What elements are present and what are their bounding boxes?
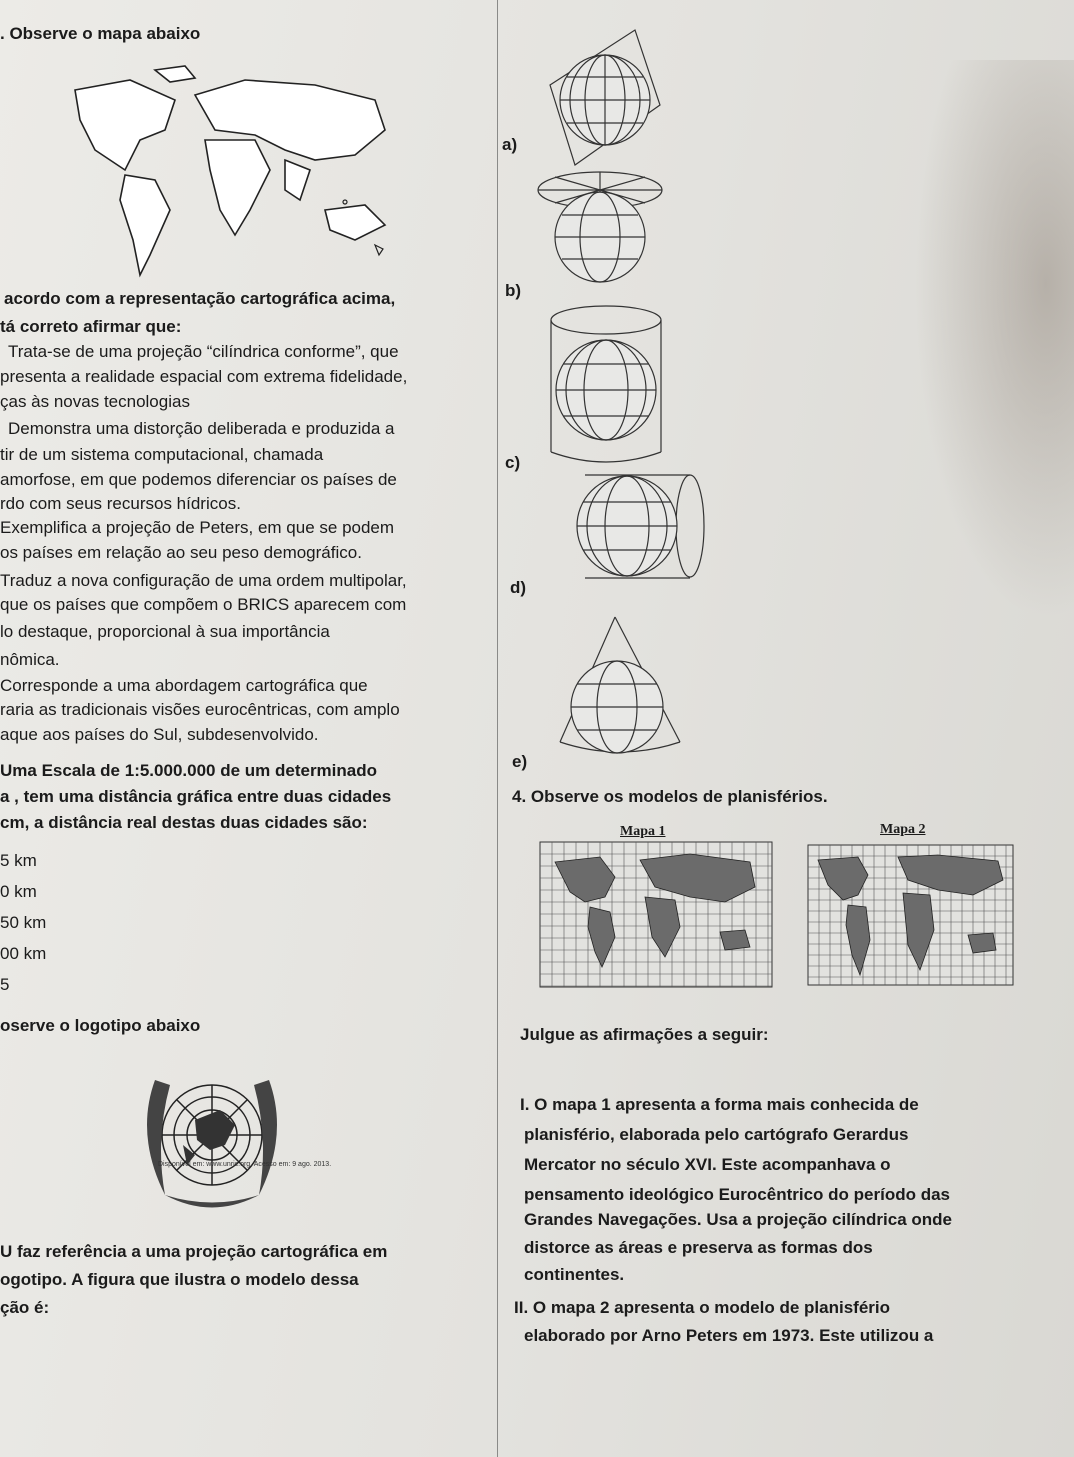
scale-option-1: 5 km: [0, 851, 37, 870]
option-e-line-1: Corresponde a uma abordagem cartográfica que: [0, 676, 368, 695]
intro-line-1: acordo com a representação cartográfica acima,: [4, 289, 396, 308]
question-header: . Observe o mapa abaixo: [0, 24, 201, 43]
letter-d: d): [510, 578, 527, 597]
projection-b-azimuthal-polar: [535, 165, 665, 285]
hand-shadow: [914, 60, 1074, 620]
statement-I-line-5: Grandes Navegações. Usa a projeção cilíndrica onde: [524, 1210, 953, 1229]
option-a-line-2: presenta a realidade espacial com extrema fidelidade,: [0, 367, 408, 386]
option-a-line-1: Trata-se de uma projeção “cilíndrica conforme”, que: [8, 342, 399, 361]
statement-I-line-3: Mercator no século XVI. Este acompanhava o: [524, 1155, 891, 1174]
letter-a: a): [502, 135, 518, 154]
question-4-title: 4. Observe os modelos de planisférios.: [512, 787, 828, 806]
map1-mercator: [540, 842, 772, 987]
option-a-line-3: ças às novas tecnologias: [0, 392, 190, 411]
scale-question-line-3: cm, a distância real destas duas cidades são:: [0, 813, 368, 832]
option-d-line-2: que os países que compõem o BRICS aparecem com: [0, 595, 407, 614]
letter-e: e): [512, 752, 528, 771]
scale-option-5: 5: [0, 975, 10, 994]
statement-I-line-7: continentes.: [524, 1265, 625, 1284]
option-d-line-1: Traduz a nova configuração de uma ordem multipolar,: [0, 571, 407, 590]
judge-instruction: Julgue as afirmações a seguir:: [520, 1025, 769, 1044]
intro-line-2: tá correto afirmar que:: [0, 317, 182, 336]
map2-peters: [808, 845, 1013, 985]
statement-II-line-2: elaborado por Arno Peters em 1973. Este utilizou a: [524, 1326, 934, 1345]
statement-II-line-1: II. O mapa 2 apresenta o modelo de planisfério: [514, 1298, 890, 1317]
option-d-line-3: lo destaque, proporcional à sua importância: [0, 622, 330, 641]
statement-I-line-2: planisfério, elaborada pelo cartógrafo Gerardus: [524, 1125, 909, 1144]
logo-text-line-1: U faz referência a uma projeção cartográfica em: [0, 1242, 388, 1261]
logo-caption: Disponível em: www.unric.org. Acesso em: 9 ago. 2013.: [158, 1161, 332, 1168]
option-b-line-1: Demonstra uma distorção deliberada e produzida a: [8, 419, 395, 438]
option-c-line-1: Exemplifica a projeção de Peters, em que se podem: [0, 518, 395, 537]
option-b-line-4: rdo com seus recursos hídricos.: [0, 494, 241, 513]
option-e-line-3: aque aos países do Sul, subdesenvolvido.: [0, 725, 319, 744]
scale-option-4: 00 km: [0, 944, 47, 963]
scale-option-2: 0 km: [0, 882, 37, 901]
option-b-line-2: tir de um sistema computacional, chamada: [0, 445, 324, 464]
statement-I-line-1: I. O mapa 1 apresenta a forma mais conhecida de: [520, 1095, 919, 1114]
projection-e-conic: [555, 612, 685, 762]
statement-I-line-6: distorce as áreas e preserva as formas dos: [524, 1238, 873, 1257]
logo-text-line-3: ção é:: [0, 1298, 50, 1317]
projection-a-azimuthal-plane: [545, 25, 665, 175]
statement-I-line-4: pensamento ideológico Eurocêntrico do período das: [524, 1185, 950, 1204]
scale-question-line-2: a , tem uma distância gráfica entre duas cidades: [0, 787, 392, 806]
column-divider: [497, 0, 498, 1457]
option-e-line-2: raria as tradicionais visões eurocêntricas, com amplo: [0, 700, 400, 719]
map2-title: Mapa 2: [880, 822, 926, 837]
option-b-line-3: amorfose, em que podemos diferenciar os países de: [0, 470, 397, 489]
letter-c: c): [505, 453, 521, 472]
distorted-world-map: [55, 60, 410, 280]
option-c-line-2: os países em relação ao seu peso demográfico.: [0, 543, 362, 562]
option-d-line-4: nômica.: [0, 650, 60, 669]
projection-c-cylindrical: [548, 302, 666, 472]
letter-b: b): [505, 281, 522, 300]
logo-text-line-2: ogotipo. A figura que ilustra o modelo dessa: [0, 1270, 359, 1289]
scale-question-line-1: Uma Escala de 1:5.000.000 de um determinado: [0, 761, 378, 780]
un-logo: [125, 1060, 300, 1230]
projection-d-cylindrical-transverse: [565, 470, 710, 585]
map1-title: Mapa 1: [620, 824, 666, 839]
logo-question-title: oserve o logotipo abaixo: [0, 1016, 201, 1035]
scale-option-3: 50 km: [0, 913, 47, 932]
